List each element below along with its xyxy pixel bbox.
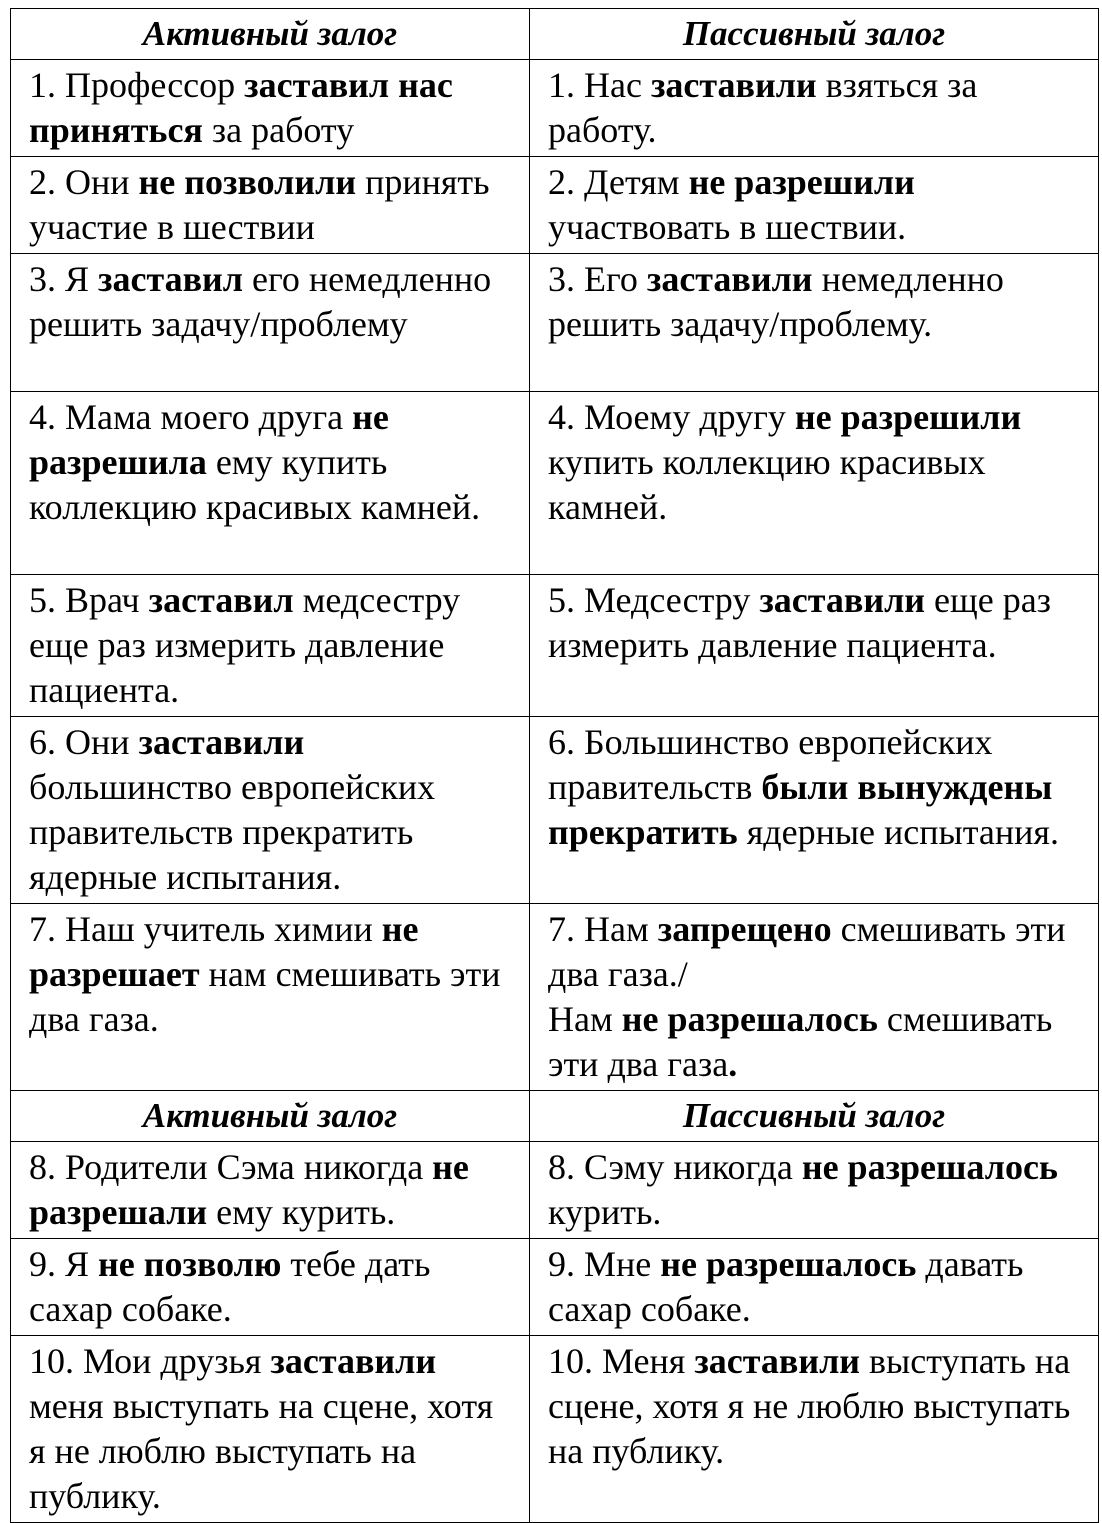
emphasized-verb-phrase: были вынуждены прекратить — [548, 767, 1053, 852]
sentence-text: ему курить. — [207, 1192, 396, 1232]
sentence-text: его немедленно решить задачу/проблему — [29, 259, 492, 344]
active-voice-cell — [11, 1336, 530, 1523]
sentence-text: смешивать эти два газа./ — [548, 909, 1066, 994]
sentence-text: 3. Его — [548, 259, 647, 299]
table-body — [11, 9, 1099, 1523]
sentence-text: ему купить коллекцию красивых камней. — [29, 442, 481, 527]
active-voice-cell — [11, 904, 530, 1091]
emphasized-verb-phrase: . — [728, 1044, 738, 1084]
emphasized-verb-phrase: не разрешили — [688, 162, 915, 202]
table-row — [11, 1336, 1099, 1523]
emphasized-verb-phrase: не разрешалось — [621, 999, 878, 1039]
sentence-text: 2. Они — [29, 162, 139, 202]
sentence-text: 6. Они — [29, 722, 139, 762]
passive-voice-cell — [530, 60, 1099, 157]
sentence-text: 8. Родители Сэма никогда — [29, 1147, 433, 1187]
emphasized-verb-phrase: заставил — [148, 580, 294, 620]
emphasized-verb-phrase: не разрешалось — [801, 1147, 1058, 1187]
voice-comparison-table-container — [10, 8, 1099, 1523]
sentence-text: 5. Врач — [29, 580, 149, 620]
emphasized-verb-phrase: заставили — [646, 259, 813, 299]
emphasized-verb-phrase: не разрешает — [29, 909, 419, 994]
sentence-text: немедленно решить задачу/проблему. — [548, 259, 1004, 344]
sentence-text: давать сахар собаке. — [548, 1244, 1024, 1329]
sentence-text: 4. Мама моего друга — [29, 397, 353, 437]
sentence-text: участвовать в шествии. — [548, 207, 907, 247]
emphasized-verb-phrase: заставил нас принятьcя — [29, 65, 453, 150]
table-row — [11, 1239, 1099, 1336]
passive-voice-cell — [530, 904, 1099, 1091]
voice-comparison-table — [10, 8, 1099, 1523]
sentence-text: 6. Большинство европейских правительств — [548, 722, 993, 807]
sentence-text: 8. Сэму никогда — [548, 1147, 802, 1187]
table-row — [11, 254, 1099, 392]
sentence-text: 10. Меня — [548, 1341, 695, 1381]
emphasized-verb-phrase: не разрешали — [29, 1147, 469, 1232]
passive-voice-cell — [530, 1142, 1099, 1239]
sentence-text: меня выступать на сцене, хотя я не люблю выступать на публику. — [29, 1386, 494, 1516]
emphasized-verb-phrase: не позволили — [138, 162, 357, 202]
header-passive-voice: Пассивный залог — [530, 9, 1099, 60]
table-row — [11, 904, 1099, 1091]
passive-voice-cell — [530, 717, 1099, 904]
sentence-text: купить коллекцию красивых камней. — [548, 442, 986, 527]
sentence-text: 3. Я — [29, 259, 99, 299]
passive-voice-cell — [530, 157, 1099, 254]
sentence-text: за работу — [202, 110, 355, 150]
table-row — [11, 157, 1099, 254]
active-voice-cell — [11, 1239, 530, 1336]
active-voice-cell — [11, 717, 530, 904]
emphasized-verb-phrase: не позволю — [98, 1244, 282, 1284]
sentence-text: 9. Мне — [548, 1244, 661, 1284]
emphasized-verb-phrase: заставили — [694, 1341, 861, 1381]
emphasized-verb-phrase: заставил — [98, 259, 243, 299]
table-header-row — [11, 9, 1099, 60]
active-voice-cell — [11, 1142, 530, 1239]
emphasized-verb-phrase: заставили — [270, 1341, 437, 1381]
passive-voice-cell — [530, 1336, 1099, 1523]
sentence-text: нам смешивать эти два газа. — [29, 954, 501, 1039]
sentence-text: принять участие в шествии — [29, 162, 490, 247]
sentence-text: смешивать эти два газа — [548, 999, 1053, 1084]
sentence-text: еще раз измерить давление пациента. — [548, 580, 1051, 665]
header-active-voice: Активный залог — [11, 9, 530, 60]
sentence-text: 10. Мои друзья — [29, 1341, 271, 1381]
table-row — [11, 60, 1099, 157]
table-row — [11, 717, 1099, 904]
table-row — [11, 392, 1099, 575]
sentence-text: большинство европейских правительств прекратить ядерные испытания. — [29, 767, 436, 897]
sentence-text: Нам — [548, 999, 622, 1039]
sentence-text: медсестру еще раз измерить давление пациента. — [29, 580, 461, 710]
passive-voice-cell — [530, 575, 1099, 717]
passive-voice-cell — [530, 392, 1099, 575]
sentence-text: курить. — [548, 1192, 662, 1232]
passive-voice-cell — [530, 254, 1099, 392]
emphasized-verb-phrase: заставили — [138, 722, 305, 762]
sentence-text: взяться за работу. — [548, 65, 978, 150]
sentence-text: 7. Нам — [548, 909, 658, 949]
active-voice-cell — [11, 60, 530, 157]
sentence-text: 2. Детям — [548, 162, 689, 202]
sentence-text: 7. Наш учитель химии — [29, 909, 382, 949]
emphasized-verb-phrase: заставили — [650, 65, 817, 105]
sentence-text: 9. Я — [29, 1244, 99, 1284]
sentence-text: 1. Нас — [548, 65, 651, 105]
table-repeated-header-row — [11, 1091, 1099, 1142]
active-voice-cell — [11, 392, 530, 575]
active-voice-cell — [11, 575, 530, 717]
header-active-voice: Активный залог — [11, 1091, 530, 1142]
emphasized-verb-phrase: заставили — [759, 580, 926, 620]
emphasized-verb-phrase: запрещено — [657, 909, 832, 949]
passive-voice-cell — [530, 1239, 1099, 1336]
header-passive-voice: Пассивный залог — [530, 1091, 1099, 1142]
sentence-text: ядерные испытания. — [737, 812, 1059, 852]
sentence-text: тебе дать сахар собаке. — [29, 1244, 431, 1329]
emphasized-verb-phrase: не разрешила — [29, 397, 389, 482]
active-voice-cell — [11, 254, 530, 392]
sentence-text: 1. Профессор — [29, 65, 245, 105]
active-voice-cell — [11, 157, 530, 254]
emphasized-verb-phrase: не разрешалось — [660, 1244, 917, 1284]
sentence-text: 4. Моему другу — [548, 397, 795, 437]
table-row — [11, 1142, 1099, 1239]
sentence-text: выступать на сцене, хотя я не люблю выступать на публику. — [548, 1341, 1071, 1471]
table-row — [11, 575, 1099, 717]
sentence-text: 5. Медсестру — [548, 580, 760, 620]
emphasized-verb-phrase: не разрешили — [794, 397, 1022, 437]
